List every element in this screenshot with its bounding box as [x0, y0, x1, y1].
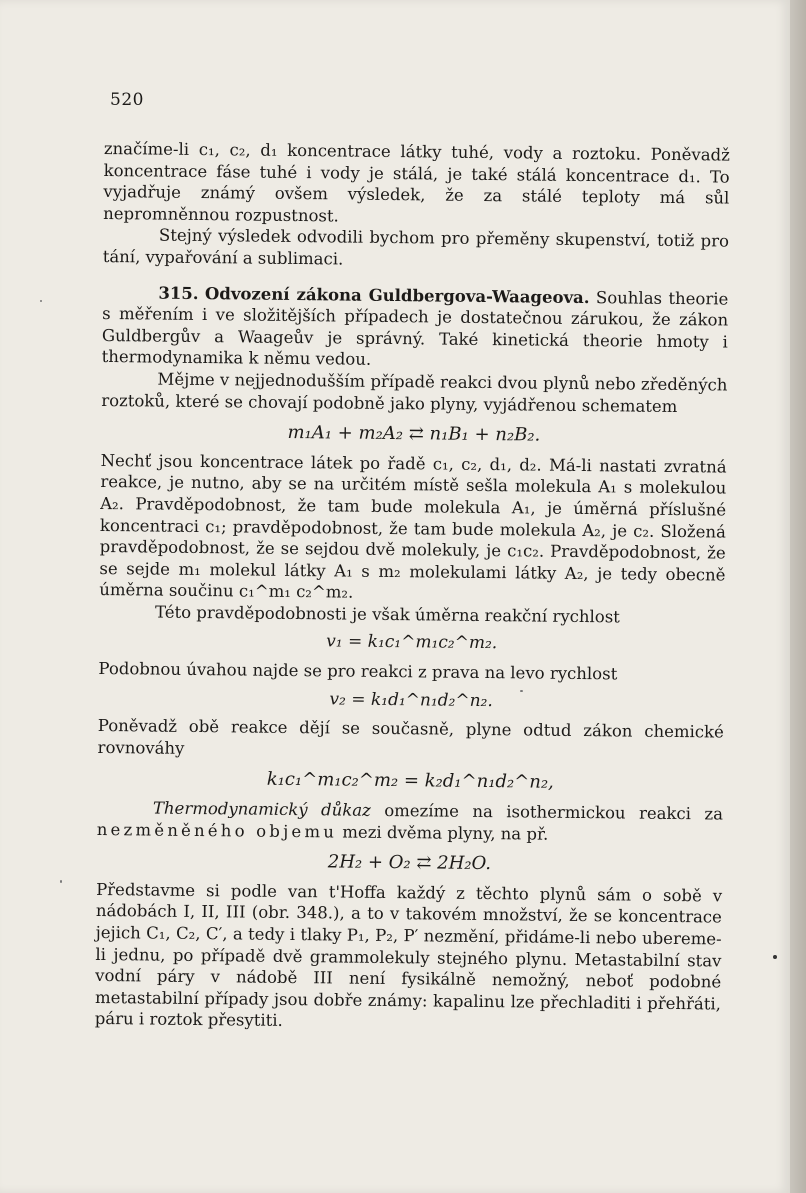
paragraph: Thermodynamický důkaz omezíme na isothermickou reakci za nezměněného objemu mezi dvěma plyny, na př.	[96, 798, 724, 844]
page-gutter	[790, 0, 806, 1193]
section-paragraph	[102, 282, 729, 375]
paragraph: Této pravděpodobnosti je však úměrna reakční rychlost	[154, 602, 620, 627]
paragraph: Představme si podle van t'Hoffa každý z těchto plynů sám o sobě v nádobách I, II, III (obr. 348.), a to v takovém množství, že se koncentrace jejich C₁, C₂, C′, a tedy i tlaky P₁, P₂, P′ nezmění, přidáme-li nebo ubereme-li jednu, po případě dvě grammolekuly stejného plynu. Metastabilní stav vodní páry v nádobě III není fysikálně nemožný, neboť podobné metastabilní případy jsou dobře známy: kapalinu lze přechladiti i přehřáti, páru i roztok přesytiti.	[94, 879, 723, 1031]
page-body	[95, 138, 730, 1036]
page-number: 520	[110, 90, 144, 110]
section-title: Odvození zákona Guldbergova-Waageova.	[204, 283, 590, 307]
formula-equilibrium: k₁c₁^m₁c₂^m₂ = k₂d₁^n₁d₂^n₂,	[266, 769, 554, 794]
paragraph: Mějme v nejjednodušším případě reakci dvou plynů nebo zředěných roztoků, které se chovají podobně jako plyny, vyjádřenou schematem	[101, 369, 728, 416]
italic-phrase: Thermodynamický důkaz	[152, 798, 371, 820]
formula-v1: v₁ = k₁c₁^m₁c₂^m₂.	[326, 631, 498, 654]
paragraph: Nechť jsou koncentrace látek po řadě c₁, c₂, d₁, d₂. Má-li nastati zvratná reakce, je nutno, aby se na určitém místě sešla molekula A₁ s molekulou A₂. Pravděpodobnost, že tam bude molekula A₁, je úměrná příslušné koncentraci c₁; pravděpodobnost, že tam bude molekula A₂, je c₂. Složená pravděpodobnost, že se sejdou dvě molekuly, je c₁c₂. Pravděpodobnost, že se sejde m₁ molekul látky A₁ s m₂ molekulami látky A₂, je tedy obecně úměrna součinu c₁^m₁ c₂^m₂.	[99, 450, 727, 602]
section-number: 315.	[158, 283, 199, 303]
margin-dot	[773, 955, 777, 959]
formula-reaction: m₁A₁ + m₂A₂ ⇄ n₁B₁ + n₂B₂.	[287, 422, 541, 446]
speck	[40, 300, 42, 302]
formula-water: 2H₂ + O₂ ⇄ 2H₂O.	[327, 851, 492, 875]
paragraph: Stejný výsledek odvodili bychom pro přeměny skupenství, totiž pro tání, vypařování a sublimaci.	[102, 225, 730, 269]
paragraph: značíme-li c₁, c₂, d₁ koncentrace látky tuhé, vody a roztoku. Poněvadž koncentrace fáse tuhé i vody je stálá, je také stálá koncentrace d₁. To vyjadřuje známý ovšem výsledek, že za stálé teploty má sůl nepromněnnou rozpustnost.	[103, 138, 730, 226]
speck	[60, 880, 62, 883]
paragraph: Podobnou úvahou najde se pro reakci z prava na levo rychlost	[98, 659, 618, 684]
spaced-phrase: nezměněného objemu	[96, 819, 338, 842]
section-text: Souhlas theorie s měřením i ve složitějších případech je dostatečnou zárukou, že zákon Guldbergův a Waageův je správný. Také kinetická theorie hmoty i thermodynamika k němu vedou.	[101, 287, 729, 370]
paragraph: Poněvadž obě reakce dějí se současně, plyne odtud zákon chemické rovnováhy	[97, 716, 724, 758]
speck	[520, 690, 523, 692]
formula-v2: v₂ = k₁d₁^n₁d₂^n₂.	[329, 689, 493, 711]
